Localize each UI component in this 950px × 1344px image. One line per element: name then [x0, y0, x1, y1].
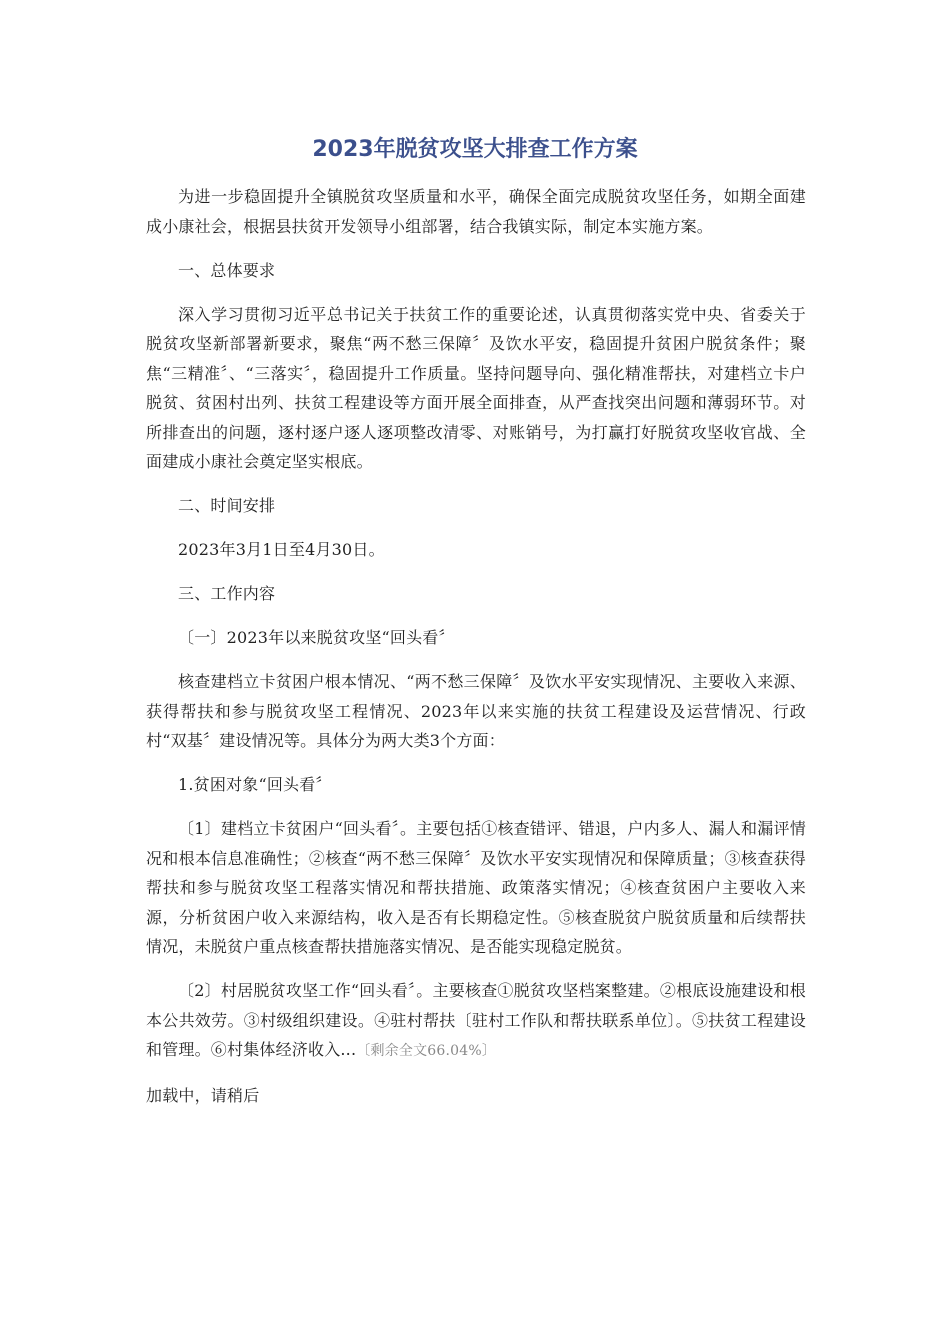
item-paragraph-registered-households: 〔1〕建档立卡贫困户“回头看〞。主要包括①核查错评、错退，户内多人、漏人和漏评情况和根本信息准确性；②核查“两不愁三保障〞及饮水平安实现情况和保障质量；③核查获得帮扶和参与脱贫攻坚工程落实情况和帮扶措施、政策落实情况；④核查贫困户主要收入来源，分析贫困户收入来源结构，收入是否有长期稳定性。⑤核查脱贫户脱贫质量和后续帮扶情况，未脱贫户重点核查帮扶措施落实情况、是否能实现稳定脱贫。 — [146, 819, 806, 956]
document-title: 2023年脱贫攻坚大排查工作方案 — [312, 137, 638, 162]
document-body — [146, 182, 806, 1125]
item-heading-poor-households: 1.贫困对象“回头看〞 — [178, 775, 332, 794]
schedule-paragraph: 2023年3月1日至4月30日。 — [178, 540, 385, 559]
section-heading-general-requirements: 一、总体要求 — [178, 260, 276, 280]
village-work-text: 〔2〕村居脱贫攻坚工作“回头看〞。主要核查①脱贫攻坚档案整建。②根底设施建设和根本公共效劳。③村级组织建设。④驻村帮扶〔驻村工作队和帮扶联系单位〕。⑤扶贫工程建设和管理。⑥村集体经济收入... — [146, 981, 806, 1059]
intro-paragraph: 为进一步稳固提升全镇脱贫攻坚质量和水平，确保全面完成脱贫攻坚任务，如期全面建成小康社会，根据县扶贫开发领导小组部署，结合我镇实际，制定本实施方案。 — [146, 187, 806, 236]
loading-indicator: 加载中，请稍后 — [146, 1086, 260, 1105]
remaining-text-link[interactable]: 〔剩余全文66.04%〕 — [356, 1043, 497, 1059]
item-paragraph-village-work — [146, 976, 806, 1067]
review-paragraph: 核查建档立卡贫困户根本情况、“两不愁三保障〞及饮水平安实现情况、主要收入来源、获得帮扶和参与脱贫攻坚工程情况、2023年以来实施的扶贫工程建设及运营情况、行政村“双基〞建设情况等。具体分为两大类3个方面： — [146, 672, 806, 750]
subsection-heading-review: 〔一〕2023年以来脱贫攻坚“回头看〞 — [178, 628, 455, 647]
section-heading-schedule: 二、时间安排 — [178, 496, 276, 515]
section-heading-work-content: 三、工作内容 — [178, 584, 276, 603]
general-requirements-paragraph: 深入学习贯彻习近平总书记关于扶贫工作的重要论述，认真贯彻落实党中央、省委关于脱贫攻坚新部署新要求，聚焦“两不愁三保障〞及饮水平安，稳固提升贫困户脱贫条件；聚焦“三精准〞、“三落实〞，稳固提升工作质量。坚持问题导向、强化精准帮扶，对建档立卡户脱贫、贫困村出列、扶贫工程建设等方面开展全面排查，从严查找突出问题和薄弱环节。对所排查出的问题，逐村逐户逐人逐项整改清零、对账销号，为打赢打好脱贫攻坚收官战、全面建成小康社会奠定坚实根底。 — [146, 304, 806, 471]
